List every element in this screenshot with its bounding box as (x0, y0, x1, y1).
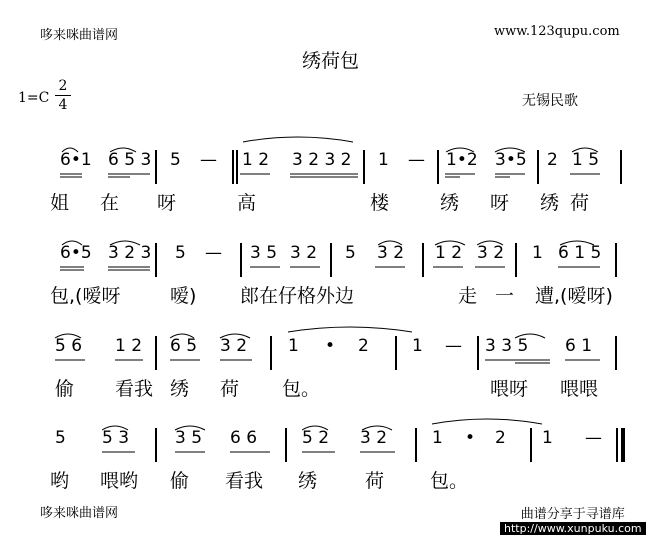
note-group: 6 1 (565, 336, 593, 356)
bar-line (240, 243, 242, 277)
note-group: — (445, 336, 462, 356)
note-group: 1 (432, 428, 443, 448)
lyric: 在 (100, 192, 120, 214)
lyric: 绣 (540, 192, 560, 214)
lyric: 一 (495, 285, 515, 307)
bar-line (530, 428, 532, 462)
lyric: 喂哟 (100, 470, 139, 492)
note-group: 2 (358, 336, 369, 356)
note-group: 6 1 5 (558, 243, 602, 263)
note-group: 5 (175, 243, 186, 263)
time-signature-top: 2 (58, 78, 68, 94)
lyric: 绣 (170, 378, 190, 400)
bar-line (422, 243, 424, 277)
lyric: 包。 (282, 378, 321, 400)
note-group: — (585, 428, 602, 448)
lyric: 看我 (225, 470, 264, 492)
note-group: 1 (542, 428, 553, 448)
bar-line (437, 150, 439, 184)
lyric: 荷 (570, 192, 590, 214)
note-group: 6•1 (60, 150, 92, 170)
lyric: 包。 (430, 470, 469, 492)
lyric: 绣 (440, 192, 460, 214)
bar-line (232, 150, 234, 184)
note-group: 1 (288, 336, 299, 356)
bar-line (615, 336, 617, 370)
note-group: 6 5 3 (108, 150, 152, 170)
song-title: 绣荷包 (302, 50, 360, 72)
note-group: 1 (532, 243, 543, 263)
bar-line (395, 336, 397, 370)
song-origin: 无锡民歌 (522, 93, 578, 109)
lyric: 喂喂 (560, 378, 599, 400)
note-group: 5 6 (55, 336, 83, 356)
lyric: 走 (458, 285, 478, 307)
note-group: 3 5 (175, 428, 203, 448)
note-group: • (465, 428, 476, 448)
note-group: 1 2 (242, 150, 270, 170)
note-group: • (325, 336, 336, 356)
lyric: 遭,(嗳呀) (535, 285, 613, 307)
note-group: 1 (378, 150, 389, 170)
note-group: 3 2 (477, 243, 505, 263)
bar-line (363, 150, 365, 184)
note-group: 5 3 (102, 428, 130, 448)
badge-line-2: http://www.xunpuku.com (500, 522, 646, 535)
time-signature-bottom: 4 (58, 97, 68, 113)
lyric: 姐 (50, 192, 70, 214)
site-url-top-right: www.123qupu.com (494, 24, 620, 39)
note-group: 2 (547, 150, 558, 170)
bar-line (285, 428, 287, 462)
note-group: 5 2 (302, 428, 330, 448)
final-bar-thin (616, 428, 618, 462)
note-group: 1•2 (446, 150, 478, 170)
lyric: 绣 (298, 470, 318, 492)
lyric: 偷 (170, 470, 190, 492)
note-group: 1 (412, 336, 423, 356)
final-bar-thick (621, 428, 625, 462)
bar-line (415, 428, 417, 462)
lyric: 郎在仔格外边 (240, 285, 355, 307)
note-group: 3 2 (360, 428, 388, 448)
note-group: 1 2 (435, 243, 463, 263)
bar-line (270, 336, 272, 370)
bar-line (615, 243, 617, 277)
lyrics-line-3 (40, 374, 630, 400)
bar-line (155, 336, 157, 370)
note-group: 3 3 5 (485, 336, 529, 356)
lyric: 偷 (55, 378, 75, 400)
badge-line-1: 曲谱分享于寻谱库 (520, 507, 625, 522)
note-group: 2 (495, 428, 506, 448)
bar-line (155, 428, 157, 462)
lyric: 包,(嗳呀 (50, 285, 121, 307)
note-group: 5 (345, 243, 356, 263)
lyric: 荷 (365, 470, 385, 492)
note-group: 1 2 (115, 336, 143, 356)
note-group: 3•5 (495, 150, 527, 170)
note-group: 6 5 (170, 336, 198, 356)
lyric: 高 (237, 192, 257, 214)
bar-line (537, 150, 539, 184)
note-group: 3 2 (377, 243, 405, 263)
time-signature (55, 78, 71, 113)
note-group: — (200, 150, 217, 170)
lyric: 呀 (490, 192, 510, 214)
lyric: 嗳) (170, 285, 197, 307)
bar-line (515, 243, 517, 277)
note-group: 3 2 (290, 243, 318, 263)
note-group: 6 6 (230, 428, 258, 448)
bar-line (236, 150, 238, 184)
note-group: 3 2 (220, 336, 248, 356)
bar-line (330, 243, 332, 277)
lyric: 荷 (220, 378, 240, 400)
lyric: 呀 (157, 192, 177, 214)
site-name-bottom-left: 哆来咪曲谱网 (40, 506, 119, 521)
lyrics-line-2 (40, 281, 630, 307)
watermark-badge (500, 503, 646, 535)
lyrics-line-4 (40, 466, 630, 492)
lyric: 楼 (370, 192, 390, 214)
key-signature: 1=C (18, 90, 50, 106)
note-group: 5 (170, 150, 181, 170)
note-group: 6•5 (60, 243, 92, 263)
lyric: 哟 (50, 470, 70, 492)
bar-line (620, 150, 622, 184)
bar-line (155, 150, 157, 184)
note-group: 3 5 (250, 243, 278, 263)
site-name-top-left: 哆来咪曲谱网 (40, 28, 119, 43)
note-group: — (205, 243, 222, 263)
note-group: 3 2 3 (108, 243, 152, 263)
note-group: — (408, 150, 425, 170)
bar-line (477, 336, 479, 370)
lyrics-line-1 (40, 188, 630, 214)
note-group: 5 (55, 428, 66, 448)
lyric: 喂呀 (490, 378, 529, 400)
bar-line (155, 243, 157, 277)
note-group: 1 5 (572, 150, 600, 170)
note-group: 3 2 3 2 (292, 150, 352, 170)
lyric: 看我 (115, 378, 154, 400)
